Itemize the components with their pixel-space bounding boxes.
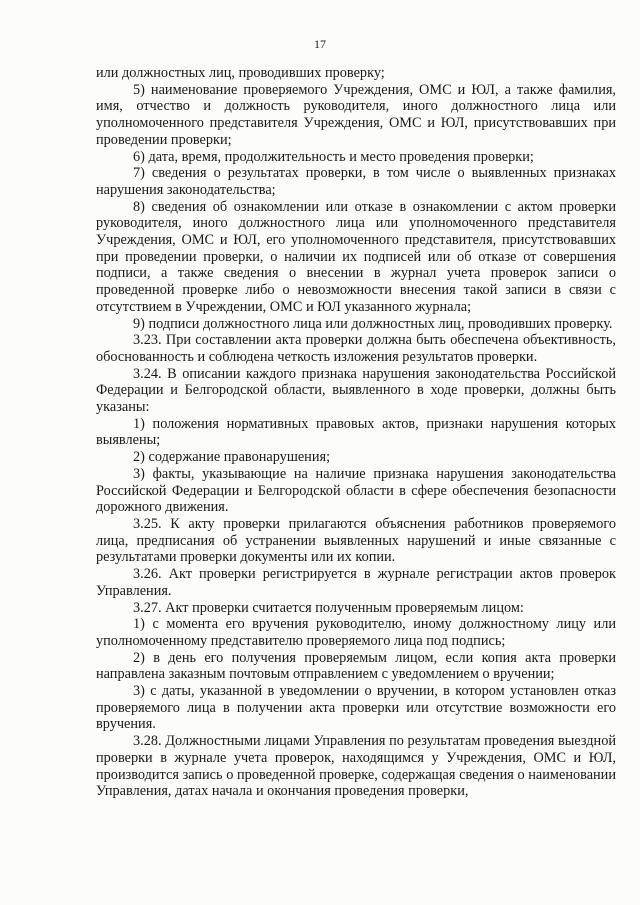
paragraph-3-27-item-2: 2) в день его получения проверяемым лицом, если копия акта проверки направлена заказным почтовым отправлением с уведомлением о вручении; (96, 649, 616, 683)
paragraph-item-7: 7) сведения о результатах проверки, в том числе о выявленных признаках нарушения законодательства; (96, 165, 616, 198)
paragraph-3-26: 3.26. Акт проверки регистрируется в журнале регистрации актов проверок Управления. (96, 566, 616, 599)
paragraph-item-9: 9) подписи должностного лица или должностных лиц, проводивших проверку. (133, 315, 613, 332)
paragraph-3-23: 3.23. При составлении акта проверки должна быть обеспечена объективность, обоснованность и соблюдена четкость изложения результатов проверки. (96, 332, 616, 365)
document-body (96, 65, 616, 800)
page-number: 17 (314, 37, 326, 51)
paragraph-item-6: 6) дата, время, продолжительность и место проведения проверки; (133, 148, 534, 165)
paragraph-3-27: 3.27. Акт проверки считается полученным проверяемым лицом: (133, 599, 524, 616)
paragraph-item-5: 5) наименование проверяемого Учреждения, ОМС и ЮЛ, а также фамилия, имя, отчество и должность руководителя, иного должностного лица или уполномоченного представителя Учреждения, ОМС и ЮЛ, присутствовавших при проведении проверки; (96, 81, 616, 148)
paragraph-continuation: или должностных лиц, проводивших проверку; (96, 65, 385, 81)
paragraph-3-28: 3.28. Должностными лицами Управления по результатам проведения выездной проверки в журнале учета проверок, находящимся у Учреждения, ОМС и ЮЛ, производится запись о проведенной проверке, содержащая сведения о наименовании Управления, датах начала и окончания проведения проверки, (96, 733, 616, 800)
paragraph-3-25: 3.25. К акту проверки прилагаются объяснения работников проверяемого лица, предписания об устранении выявленных нарушений и иные связанные с результатами проверки документы или их копии. (96, 515, 616, 566)
paragraph-3-24-item-2: 2) содержание правонарушения; (133, 449, 331, 466)
paragraph-item-8: 8) сведения об ознакомлении или отказе в ознакомлении с актом проверки руководителя, иного должностного лица или уполномоченного представителя Учреждения, ОМС и ЮЛ, его уполномоченного представителя, присутствовавших при проведении проверки, о наличии их подписей или об отказе от совершения подписи, а также сведения о внесении в журнал учета проверок записи о проведенной проверке либо о невозможности внесения такой записи в связи с отсутствием в Учреждении, ОМС и ЮЛ указанного журнала; (96, 198, 616, 315)
paragraph-3-24-item-3: 3) факты, указывающие на наличие признака нарушения законодательства Российской Федерации и Белгородской области в сфере обеспечения безопасности дорожного движения. (96, 465, 616, 516)
paragraph-3-27-item-1: 1) с момента его вручения руководителю, иному должностному лицу или уполномоченному представителю проверяемого лица под подпись; (96, 616, 616, 649)
paragraph-3-24-item-1: 1) положения нормативных правовых актов, признаки нарушения которых выявлены; (96, 415, 616, 449)
paragraph-3-24: 3.24. В описании каждого признака нарушения законодательства Российской Федерации и Белгородской области, выявленного в ходе проверки, должны быть указаны: (96, 365, 616, 416)
paragraph-3-27-item-3: 3) с даты, указанной в уведомлении о вручении, в котором установлен отказ проверяемого лица в получении акта проверки или отсутствие возможности его вручения. (96, 683, 616, 733)
